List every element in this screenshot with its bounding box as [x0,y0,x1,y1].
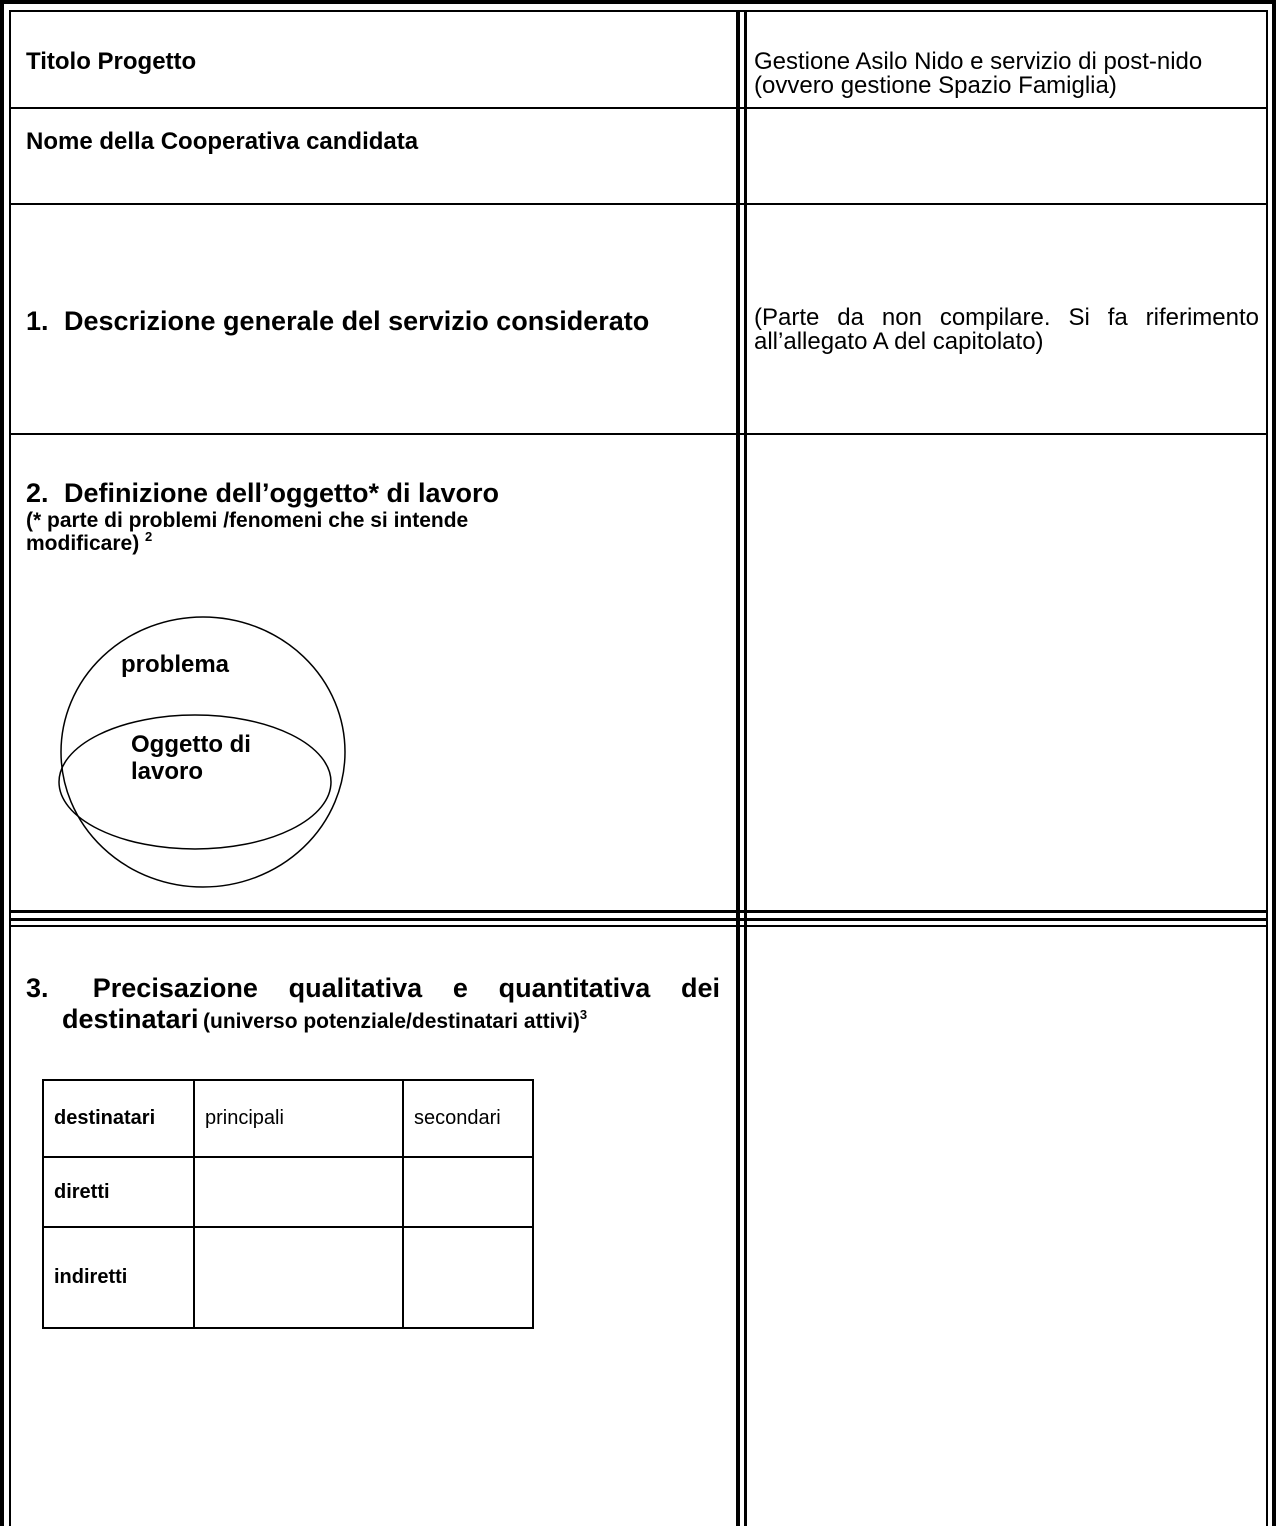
table-header-cell: destinatari [43,1080,194,1157]
diagram-inner-label-line2: lavoro [131,758,204,785]
table-cell-principali[interactable] [194,1227,403,1328]
section3-footnote-marker: 3 [579,1007,588,1022]
diagram-inner-label-line1: Oggetto di [131,731,251,758]
row-divider-1 [9,107,1268,109]
row-divider-4c [9,925,1268,927]
section1-value-line2: all’allegato A del capitolato) [754,328,1044,355]
column-divider-left [736,10,740,1526]
section2-note [26,509,726,555]
diagram-outer-label: problema [121,651,230,678]
table-header-cell: secondari [403,1080,533,1157]
section3-label-line1: Precisazione qualitativa e quantitativa dei [92,973,720,1003]
section2-label: Definizione dell’oggetto* di lavoro [64,478,500,508]
section3-label-line2-bold: destinatari [62,1004,199,1034]
frame-top-outer [0,0,1276,4]
section2-heading [26,478,726,555]
section2-title [26,478,726,508]
recipients-table [42,1079,534,1329]
frame-left-outer [0,0,4,1526]
diagram-inner-label [131,731,251,785]
table-cell-principali[interactable] [194,1157,403,1227]
section2-note-line1: (* parte di problemi /fenomeni che si intende [26,509,469,532]
section2-footnote-marker: 2 [145,529,153,544]
table-row [43,1157,533,1227]
table-row-label: indiretti [43,1227,194,1328]
row-divider-2 [9,203,1268,205]
project-title-value [754,48,1259,99]
section3-line1 [26,973,720,1003]
project-title-value-line1: Gestione Asilo Nido e servizio di post-nido [754,48,1203,75]
frame-right-outer [1272,0,1276,1526]
column-divider-right [744,10,747,1526]
section3-label-line2-note: (universo potenziale/destinatari attivi) [203,1010,580,1033]
cooperative-name-label: Nome della Cooperativa candidata [26,128,419,155]
project-title-value-line2: (ovvero gestione Spazio Famiglia) [754,72,1117,99]
section3-heading [26,973,720,1034]
section1-value [754,304,1259,355]
section1-label: Descrizione generale del servizio considerato [64,306,650,336]
project-title-label: Titolo Progetto [26,48,197,75]
section1-value-line1: (Parte da non compilare. Si fa riferimento [754,304,1259,331]
table-header-row [43,1080,533,1157]
section1-heading [26,306,649,336]
row-divider-3 [9,433,1268,435]
section3-number: 3. [26,973,49,1003]
table-row [43,1227,533,1328]
frame-right-inner [1266,10,1268,1526]
table-header-cell: principali [194,1080,403,1157]
frame-top-inner [9,10,1268,12]
row-divider-4b [9,918,1268,921]
section2-number: 2. [26,478,49,508]
table-cell-secondari[interactable] [403,1227,533,1328]
frame-left-inner [9,10,11,1526]
row-divider-4a [9,910,1268,913]
section3-line2 [26,1004,720,1034]
section2-note-line2: modificare) $^2$ [26,529,153,555]
table-row-label: diretti [43,1157,194,1227]
cooperative-name-value[interactable] [754,128,1259,188]
section1-number: 1. [26,306,49,336]
table-cell-secondari[interactable] [403,1157,533,1227]
